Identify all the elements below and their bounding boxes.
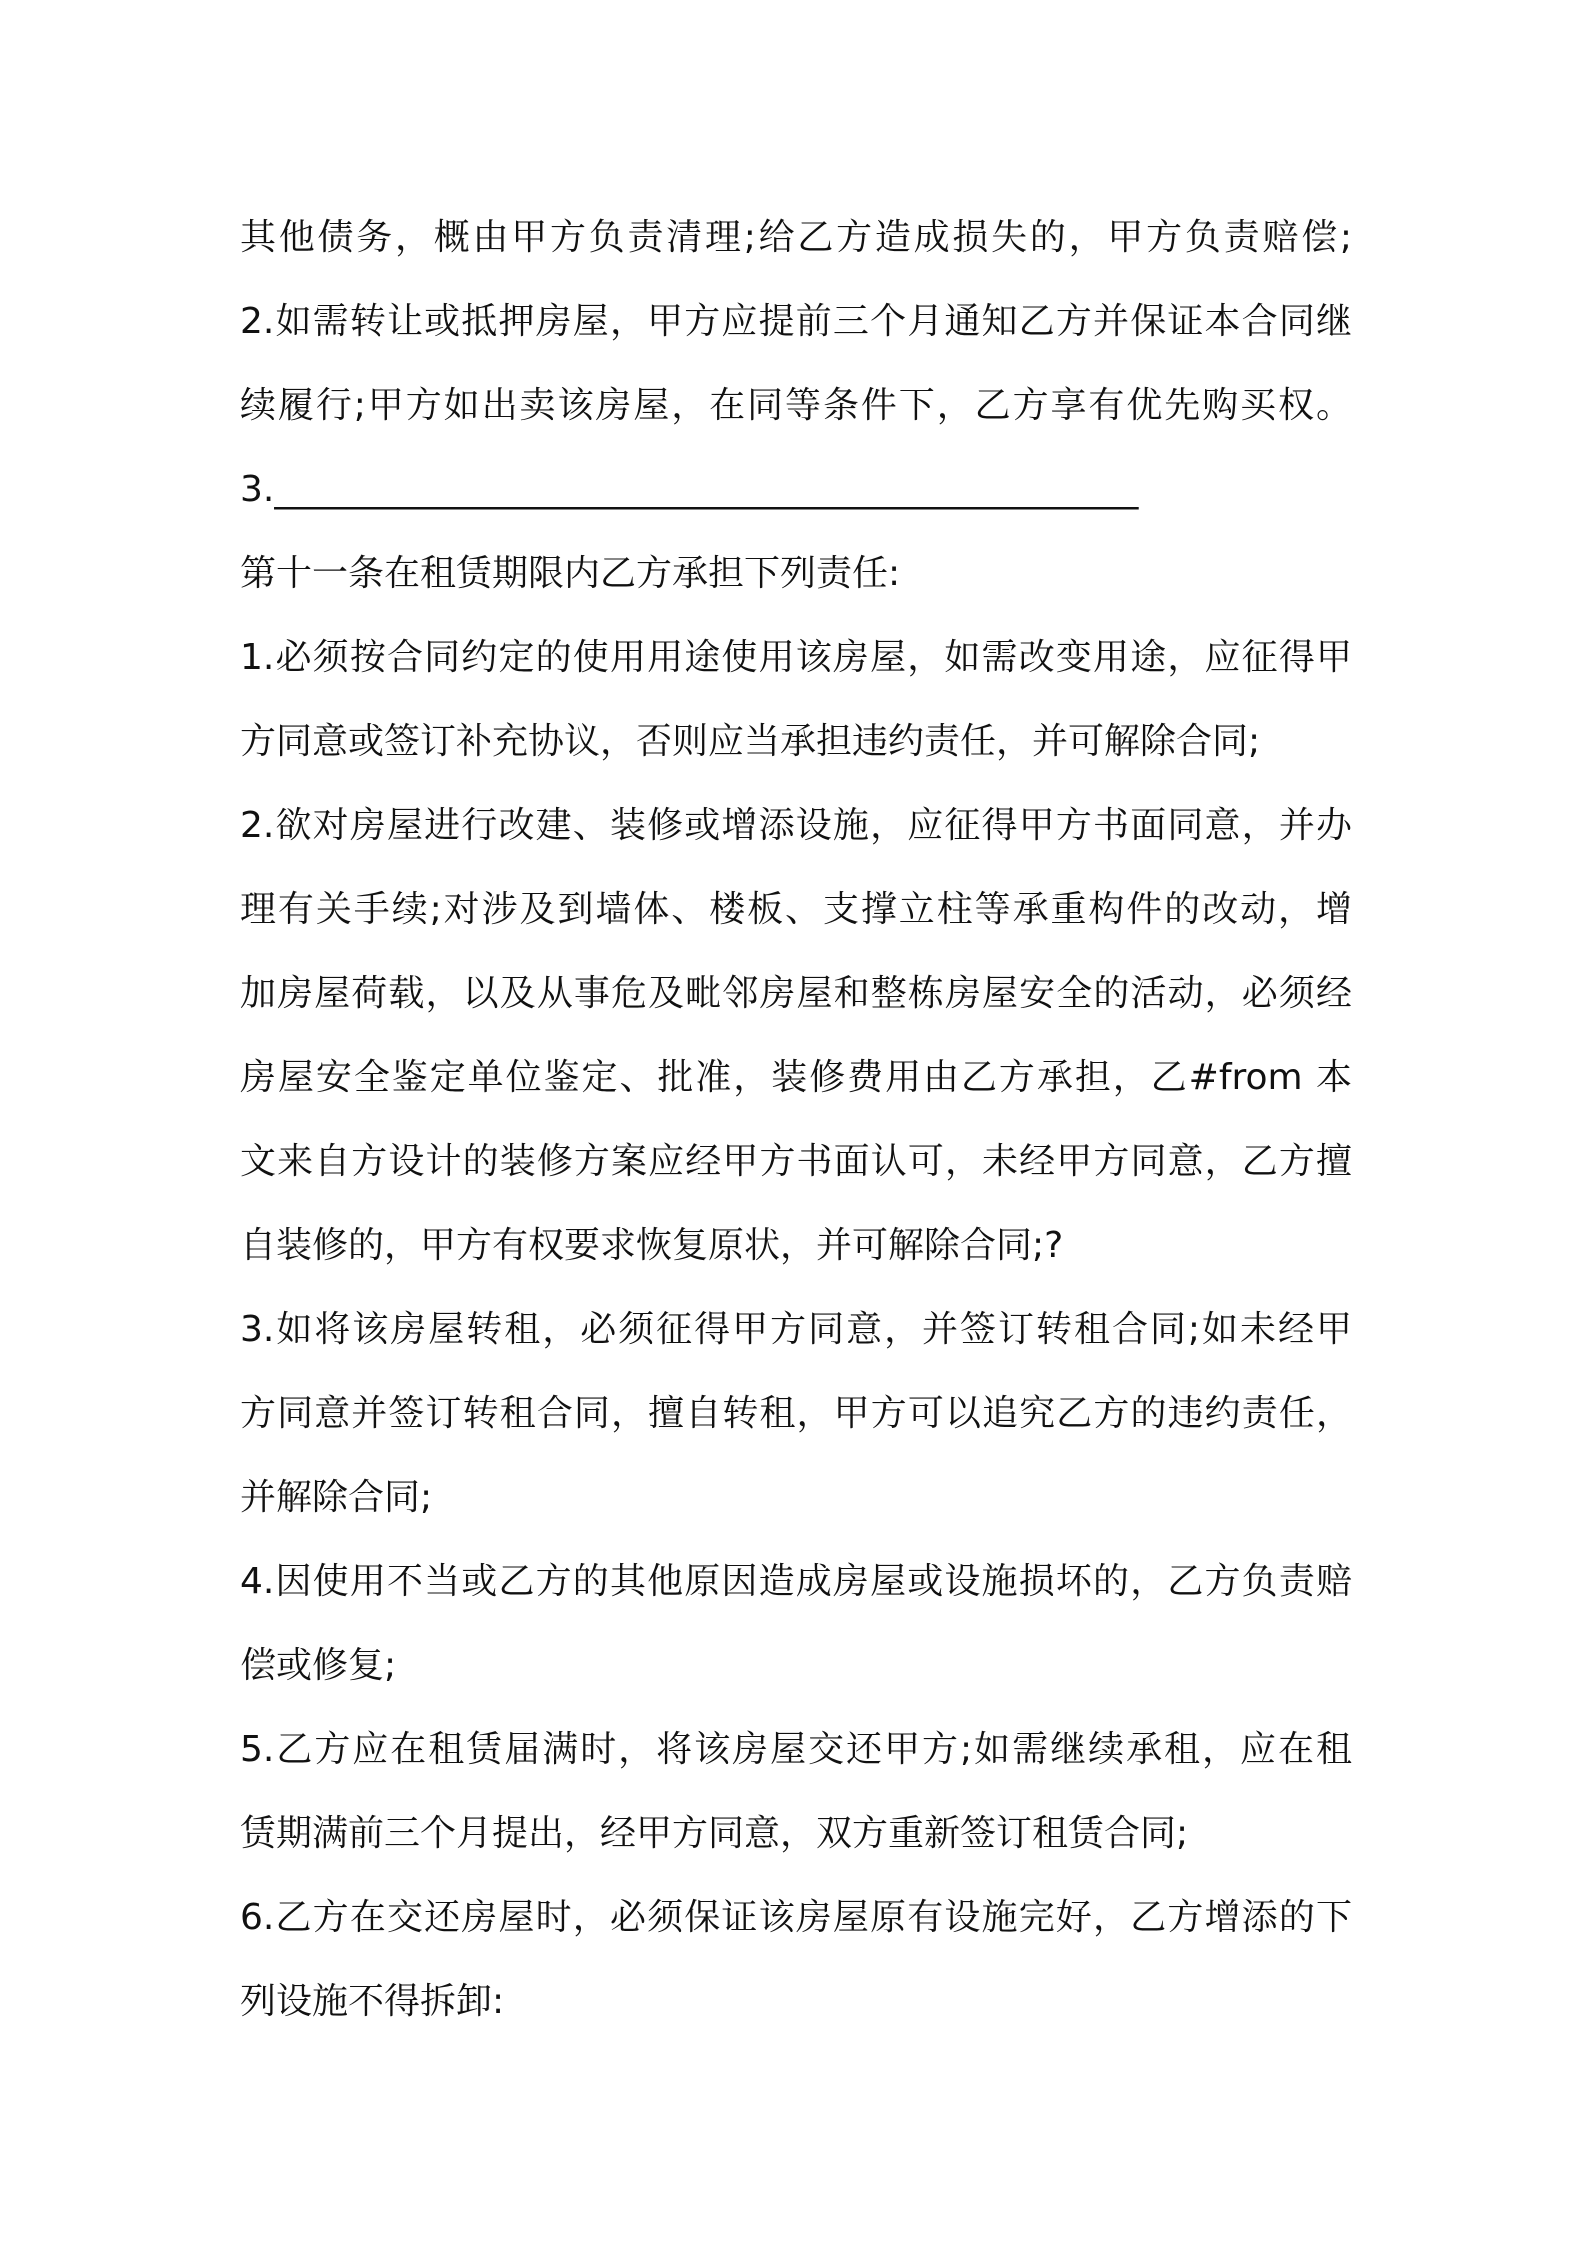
text-line: 偿或修复; [240, 1645, 397, 1686]
blank-fill-line: 3.________________________________________________ [240, 469, 1139, 510]
text-line: 自装修的，甲方有权要求恢复原状，并可解除合同;? [240, 1225, 1064, 1266]
text-line: 1.必须按合同约定的使用用途使用该房屋，如需改变用途，应征得甲 [240, 637, 1352, 678]
text-line: 方同意并签订转租合同，擅自转租，甲方可以追究乙方的违约责任， [240, 1393, 1352, 1434]
text-line: 2.如需转让或抵押房屋，甲方应提前三个月通知乙方并保证本合同继 [240, 301, 1352, 342]
text-line: 理有关手续;对涉及到墙体、楼板、支撑立柱等承重构件的改动，增 [240, 889, 1352, 930]
text-line: 方同意或签订补充协议，否则应当承担违约责任，并可解除合同; [240, 721, 1261, 762]
text-line: 文来自方设计的装修方案应经甲方书面认可，未经甲方同意，乙方擅 [240, 1141, 1352, 1182]
text-line: 加房屋荷载，以及从事危及毗邻房屋和整栋房屋安全的活动，必须经 [240, 973, 1352, 1014]
text-line: 续履行;甲方如出卖该房屋，在同等条件下，乙方享有优先购买权。 [240, 385, 1352, 426]
text-line: 3.如将该房屋转租，必须征得甲方同意，并签订转租合同;如未经甲 [240, 1309, 1352, 1350]
text-line: 5.乙方应在租赁届满时，将该房屋交还甲方;如需继续承租，应在租 [240, 1729, 1352, 1770]
document-body [240, 196, 1352, 2044]
text-line: 其他债务，概由甲方负责清理;给乙方造成损失的，甲方负责赔偿; [240, 217, 1352, 258]
section-heading: 第十一条在租赁期限内乙方承担下列责任: [240, 553, 901, 594]
text-line: 列设施不得拆卸: [240, 1981, 505, 2022]
text-line: 房屋安全鉴定单位鉴定、批准，装修费用由乙方承担，乙#from 本 [240, 1057, 1352, 1098]
text-line: 6.乙方在交还房屋时，必须保证该房屋原有设施完好，乙方增添的下 [240, 1897, 1352, 1938]
text-line: 2.欲对房屋进行改建、装修或增添设施，应征得甲方书面同意，并办 [240, 805, 1352, 846]
text-line: 并解除合同; [240, 1477, 433, 1518]
text-line: 赁期满前三个月提出，经甲方同意，双方重新签订租赁合同; [240, 1813, 1189, 1854]
text-line: 4.因使用不当或乙方的其他原因造成房屋或设施损坏的，乙方负责赔 [240, 1561, 1352, 1602]
